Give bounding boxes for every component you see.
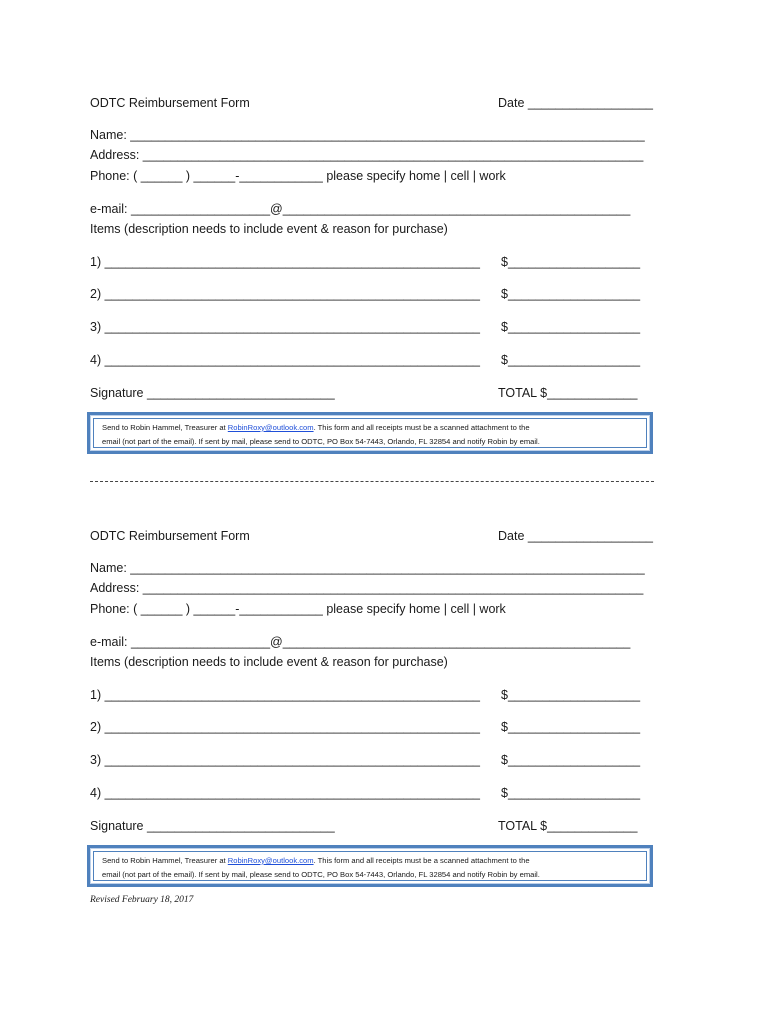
treasurer-email-link[interactable]: RobinRoxy@outlook.com	[227, 423, 314, 432]
email-field[interactable]: e-mail: ____________________@__________________________________________________	[90, 635, 631, 649]
total-field[interactable]: TOTAL $_____________	[498, 819, 638, 833]
total-field[interactable]: TOTAL $_____________	[498, 386, 638, 400]
send-instructions-box	[87, 845, 653, 887]
form-title: ODTC Reimbursement Form	[90, 529, 250, 543]
item-1-description[interactable]: 1) ______________________________________________________	[90, 688, 480, 702]
address-field[interactable]: Address: ________________________________________________________________________	[90, 148, 644, 162]
send-instructions-box	[87, 412, 653, 454]
name-field[interactable]: Name: __________________________________________________________________________	[90, 128, 645, 142]
name-field[interactable]: Name: __________________________________________________________________________	[90, 561, 645, 575]
item-4-description[interactable]: 4) ______________________________________________________	[90, 786, 480, 800]
address-field[interactable]: Address: ________________________________________________________________________	[90, 581, 644, 595]
items-header: Items (description needs to include event & reason for purchase)	[90, 222, 448, 236]
items-header: Items (description needs to include event & reason for purchase)	[90, 655, 448, 669]
item-3-amount[interactable]: $___________________	[501, 753, 641, 767]
item-3-description[interactable]: 3) ______________________________________________________	[90, 753, 480, 767]
email-field[interactable]: e-mail: ____________________@__________________________________________________	[90, 202, 631, 216]
item-2-amount[interactable]: $___________________	[501, 720, 641, 734]
item-2-description[interactable]: 2) ______________________________________________________	[90, 287, 480, 301]
item-3-description[interactable]: 3) ______________________________________________________	[90, 320, 480, 334]
date-field[interactable]: Date __________________	[498, 529, 654, 543]
form-title: ODTC Reimbursement Form	[90, 96, 250, 110]
phone-field[interactable]: Phone: ( ______ ) ______-____________ please specify home | cell | work	[90, 169, 506, 183]
item-4-description[interactable]: 4) ______________________________________________________	[90, 353, 480, 367]
item-1-description[interactable]: 1) ______________________________________________________	[90, 255, 480, 269]
item-1-amount[interactable]: $___________________	[501, 255, 641, 269]
treasurer-email-link[interactable]: RobinRoxy@outlook.com	[227, 856, 314, 865]
item-4-amount[interactable]: $___________________	[501, 786, 641, 800]
item-4-amount[interactable]: $___________________	[501, 353, 641, 367]
item-2-amount[interactable]: $___________________	[501, 287, 641, 301]
send-instructions-text: Send to Robin Hammel, Treasurer at RobinRoxy@outlook.com. This form and all receipts must be a scanned attachment to the email (not part of the email). If sent by mail, please send to ODTC, PO Box 54-7443, Orlando, FL 32854 and notify Robin by email.	[102, 423, 540, 446]
item-2-description[interactable]: 2) ______________________________________________________	[90, 720, 480, 734]
item-3-amount[interactable]: $___________________	[501, 320, 641, 334]
date-field[interactable]: Date __________________	[498, 96, 654, 110]
item-1-amount[interactable]: $___________________	[501, 688, 641, 702]
phone-field[interactable]: Phone: ( ______ ) ______-____________ please specify home | cell | work	[90, 602, 506, 616]
signature-field[interactable]: Signature ___________________________	[90, 386, 335, 400]
send-instructions-text: Send to Robin Hammel, Treasurer at RobinRoxy@outlook.com. This form and all receipts must be a scanned attachment to the email (not part of the email). If sent by mail, please send to ODTC, PO Box 54-7443, Orlando, FL 32854 and notify Robin by email.	[102, 856, 540, 879]
revision-note: Revised February 18, 2017	[90, 895, 194, 905]
signature-field[interactable]: Signature ___________________________	[90, 819, 335, 833]
cut-line-divider	[90, 481, 654, 482]
